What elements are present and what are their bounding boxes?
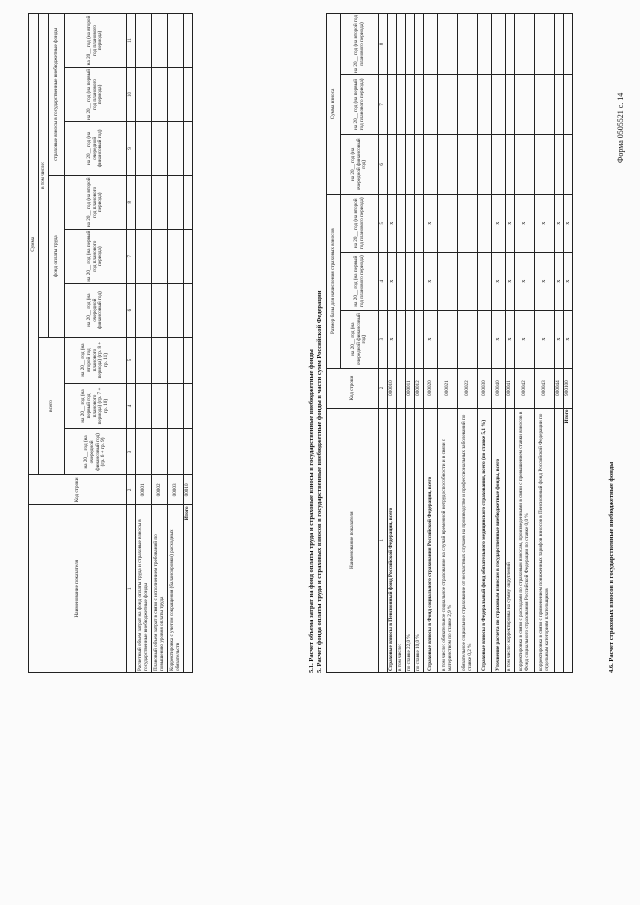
row-code: 00002 bbox=[152, 475, 168, 505]
sum-cell bbox=[438, 134, 458, 194]
header-wage-year-3: на 20__ год (на второй год планового периода) bbox=[65, 175, 127, 229]
total-value-cell bbox=[184, 121, 193, 175]
base-cell: x bbox=[492, 194, 506, 252]
value-cell bbox=[168, 429, 184, 475]
header-total-year-2: на 20__ год (на первый год планового периода) (гр. 7 + гр. 10) bbox=[65, 383, 127, 429]
base-cell: x bbox=[388, 194, 397, 252]
value-cell bbox=[136, 283, 152, 337]
row-label: в том числе: bbox=[397, 408, 406, 672]
value-cell bbox=[152, 229, 168, 283]
column-number-row bbox=[127, 14, 136, 673]
total-code: 900100 bbox=[564, 368, 573, 408]
base-cell bbox=[406, 310, 415, 368]
table-row bbox=[152, 14, 168, 673]
header-code: Код строки bbox=[29, 475, 127, 505]
row-code: 000020 bbox=[424, 368, 438, 408]
table-row bbox=[438, 14, 458, 673]
total-value-cell bbox=[184, 175, 193, 229]
row-label: Корректировка с учетом сокращения (балансировки) расходных обязательств bbox=[168, 505, 184, 673]
col-num: 8 bbox=[127, 175, 136, 229]
row-label bbox=[555, 408, 564, 672]
value-cell bbox=[136, 68, 152, 122]
value-cell bbox=[168, 175, 184, 229]
sum-cell bbox=[438, 74, 458, 134]
row-code: 000042 bbox=[515, 368, 535, 408]
base-cell bbox=[458, 194, 478, 252]
value-cell bbox=[168, 383, 184, 429]
total-base-cell: x bbox=[564, 194, 573, 252]
base-cell: x bbox=[555, 310, 564, 368]
value-cell bbox=[152, 429, 168, 475]
value-cell bbox=[136, 121, 152, 175]
header-ins-year-1: на 20__ год (на очередной финансовый год) bbox=[65, 121, 127, 175]
col-num: 4 bbox=[379, 252, 388, 310]
wage-fund-table bbox=[28, 13, 193, 673]
col-num: 5 bbox=[379, 194, 388, 252]
col-num: 3 bbox=[379, 310, 388, 368]
sum-cell bbox=[492, 134, 506, 194]
sum-cell bbox=[515, 134, 535, 194]
column-number-row bbox=[379, 14, 388, 673]
table-row bbox=[478, 14, 492, 673]
value-cell bbox=[152, 175, 168, 229]
base-cell bbox=[397, 252, 406, 310]
header-year-1: на 20__ год (на очередной финансовый год) bbox=[341, 310, 379, 368]
header-including: в том числе: bbox=[39, 14, 49, 338]
value-cell bbox=[136, 175, 152, 229]
sum-cell bbox=[406, 14, 415, 75]
sum-cell bbox=[458, 14, 478, 75]
base-cell bbox=[415, 194, 424, 252]
total-row bbox=[564, 14, 573, 673]
sum-cell bbox=[415, 14, 424, 75]
total-value-cell bbox=[184, 429, 193, 475]
sum-cell bbox=[406, 74, 415, 134]
header-sum-year-1: на 20__ год (на очередной финансовый год) bbox=[341, 134, 379, 194]
sum-cell bbox=[555, 134, 564, 194]
base-cell bbox=[438, 252, 458, 310]
value-cell bbox=[168, 68, 184, 122]
header-wage-year-2: на 20__ год (на первый год планового периода) bbox=[65, 229, 127, 283]
base-cell bbox=[438, 310, 458, 368]
row-code: 000010 bbox=[388, 368, 397, 408]
base-cell bbox=[458, 310, 478, 368]
row-code: 00003 bbox=[168, 475, 184, 505]
header-ins-year-2: на 20__ год (на первый год планового периода) bbox=[65, 68, 127, 122]
base-cell: x bbox=[506, 194, 515, 252]
value-cell bbox=[168, 283, 184, 337]
sum-cell bbox=[397, 14, 406, 75]
table-row bbox=[515, 14, 535, 673]
base-cell: x bbox=[515, 310, 535, 368]
sum-cell bbox=[478, 134, 492, 194]
sum-cell bbox=[406, 134, 415, 194]
sum-cell bbox=[424, 134, 438, 194]
base-cell bbox=[458, 252, 478, 310]
header-wage-fund: фонд оплаты труда bbox=[49, 175, 65, 337]
col-num: 3 bbox=[127, 429, 136, 475]
base-cell bbox=[478, 252, 492, 310]
header-total: всего bbox=[39, 337, 65, 475]
row-code: 00001 bbox=[136, 475, 152, 505]
base-cell: x bbox=[424, 194, 438, 252]
form-number: Форма 0505521 с. 14 bbox=[616, 92, 625, 163]
total-sum-cell bbox=[564, 134, 573, 194]
total-value-cell bbox=[184, 337, 193, 383]
value-cell bbox=[136, 229, 152, 283]
value-cell bbox=[168, 229, 184, 283]
col-num: 1 bbox=[127, 505, 136, 673]
row-code: 000021 bbox=[438, 368, 458, 408]
row-code: 000030 bbox=[478, 368, 492, 408]
value-cell bbox=[152, 68, 168, 122]
base-cell: x bbox=[388, 310, 397, 368]
sum-cell bbox=[478, 74, 492, 134]
base-cell: x bbox=[424, 310, 438, 368]
sum-cell bbox=[388, 74, 397, 134]
total-row bbox=[184, 14, 193, 673]
sum-cell bbox=[424, 74, 438, 134]
base-cell: x bbox=[506, 252, 515, 310]
table-row bbox=[555, 14, 564, 673]
row-code: 000041 bbox=[506, 368, 515, 408]
base-cell: x bbox=[515, 252, 535, 310]
base-cell bbox=[397, 194, 406, 252]
section-5-1-title: 5.1. Расчет объема затрат на фонд оплаты труда и страховые взносы в государственные внебюджетные фонды bbox=[308, 349, 315, 673]
value-cell bbox=[168, 121, 184, 175]
header-indicator: Наименование показателя bbox=[29, 505, 127, 673]
base-cell: x bbox=[492, 310, 506, 368]
sum-cell bbox=[388, 134, 397, 194]
row-code: 000043 bbox=[535, 368, 555, 408]
row-label: Страховые взносы в Пенсионный фонд Российской Федерации, всего bbox=[388, 408, 397, 672]
sum-cell bbox=[415, 134, 424, 194]
value-cell bbox=[152, 121, 168, 175]
base-cell: x bbox=[492, 252, 506, 310]
total-base-cell: x bbox=[564, 252, 573, 310]
base-cell bbox=[406, 194, 415, 252]
table-row bbox=[506, 14, 515, 673]
base-cell bbox=[397, 310, 406, 368]
header-sum: Сумма взноса bbox=[327, 14, 341, 195]
sum-cell bbox=[415, 74, 424, 134]
col-num: 10 bbox=[127, 68, 136, 122]
total-code: 00010 bbox=[184, 475, 193, 505]
row-label: Страховые взносы в Фонд социального страхования Российской Федерации, всего bbox=[424, 408, 438, 672]
total-label: Итого bbox=[184, 505, 193, 673]
table-row bbox=[168, 14, 184, 673]
row-label: в том числе: корректировка на сумму округлений bbox=[506, 408, 515, 672]
section-5-title: 5. Расчет фонда оплаты труда и страховых взносов в государственные внебюджетные фонды в части сумм Российской Федерации bbox=[316, 290, 323, 673]
sum-cell bbox=[506, 134, 515, 194]
header-ins-year-3: на 20__ год (на второй год планового периода) bbox=[65, 14, 127, 68]
row-label: Страховые взносы в Федеральный фонд обязательного медицинского страхования, всего (по ставке 5,1 %) bbox=[478, 408, 492, 672]
base-cell: x bbox=[506, 310, 515, 368]
row-label: Уточнение расчета по страховым взносам в государственные внебюджетные фонды, всего bbox=[492, 408, 506, 672]
total-label: Итого bbox=[564, 408, 573, 672]
total-value-cell bbox=[184, 14, 193, 68]
header-year-2: на 20__ год (на первый год планового периода) bbox=[341, 252, 379, 310]
base-cell: x bbox=[535, 310, 555, 368]
row-label: обязательное социальное страхование от несчастных случаев на производстве и профессиональных заболеваний по ставке 0,2 % bbox=[458, 408, 478, 672]
total-value-cell bbox=[184, 383, 193, 429]
header-total-year-3: на 20__ год (на второй год планового периода) (гр. 8 + гр. 11) bbox=[65, 337, 127, 383]
header-indicator: Наименование показателя bbox=[327, 408, 379, 672]
row-code: 000012 bbox=[415, 368, 424, 408]
table-row bbox=[397, 14, 406, 673]
row-code: 000040 bbox=[492, 368, 506, 408]
col-num: 7 bbox=[379, 74, 388, 134]
table-row bbox=[406, 14, 415, 673]
row-label: корректировка в связи с применением пониженных тарифов взносов в Пенсионный фонд Российской Федерации по отдельным категориям плательщиков bbox=[535, 408, 555, 672]
total-sum-cell bbox=[564, 74, 573, 134]
header-total-year-1: на 20__ год (на очередной финансовый год) (гр. 6 + гр. 9) bbox=[65, 429, 127, 475]
insurance-calculation-table bbox=[326, 13, 573, 673]
header-sum: Сумма bbox=[29, 14, 39, 475]
col-num: 8 bbox=[379, 14, 388, 75]
total-value-cell bbox=[184, 229, 193, 283]
value-cell bbox=[152, 383, 168, 429]
header-insurance: страховые взносы в государственные внебюджетные фонды bbox=[49, 14, 65, 176]
sum-cell bbox=[458, 74, 478, 134]
value-cell bbox=[136, 429, 152, 475]
col-num: 5 bbox=[127, 337, 136, 383]
value-cell bbox=[136, 337, 152, 383]
col-num: 6 bbox=[379, 134, 388, 194]
row-label: по ставке 22,0 % bbox=[406, 408, 415, 672]
header-year-3: на 20__ год (на второй год планового периода) bbox=[341, 194, 379, 252]
row-label: в том числе: обязательное социальное страхование на случай временной нетрудоспособности и в связи с материнством по ставке 2,9 % bbox=[438, 408, 458, 672]
sum-cell bbox=[424, 14, 438, 75]
row-code: 000022 bbox=[458, 368, 478, 408]
col-num: 4 bbox=[127, 383, 136, 429]
row-label: корректировка в связи с расходами по страховым взносам, произведенными в связи с превышением ставки взносов в Фонд социального страхования Российской Федерации по ставке 0,0 % bbox=[515, 408, 535, 672]
base-cell: x bbox=[424, 252, 438, 310]
sum-cell bbox=[397, 134, 406, 194]
row-code: 000044 bbox=[555, 368, 564, 408]
base-cell: x bbox=[515, 194, 535, 252]
sum-cell bbox=[515, 74, 535, 134]
base-cell bbox=[478, 194, 492, 252]
table-row bbox=[415, 14, 424, 673]
sum-cell bbox=[478, 14, 492, 75]
table-row bbox=[458, 14, 478, 673]
row-label: Расчетный объем затрат на фонд оплаты труда и страховые взносы в государственные внебюджетные фонды bbox=[136, 505, 152, 673]
value-cell bbox=[152, 283, 168, 337]
sum-cell bbox=[492, 14, 506, 75]
base-cell: x bbox=[388, 252, 397, 310]
base-cell bbox=[406, 252, 415, 310]
base-cell bbox=[478, 310, 492, 368]
sum-cell bbox=[535, 134, 555, 194]
value-cell bbox=[136, 14, 152, 68]
sum-cell bbox=[555, 14, 564, 75]
table-row bbox=[424, 14, 438, 673]
header-wage-year-1: на 20__ год (на очередной финансовый год) bbox=[65, 283, 127, 337]
value-cell bbox=[168, 337, 184, 383]
sum-cell bbox=[506, 14, 515, 75]
sum-cell bbox=[535, 14, 555, 75]
row-code: 000011 bbox=[406, 368, 415, 408]
base-cell bbox=[415, 310, 424, 368]
base-cell: x bbox=[535, 252, 555, 310]
sum-cell bbox=[515, 14, 535, 75]
total-value-cell bbox=[184, 283, 193, 337]
value-cell bbox=[136, 383, 152, 429]
sum-cell bbox=[506, 74, 515, 134]
header-code: Код строки bbox=[327, 368, 379, 408]
base-cell bbox=[415, 252, 424, 310]
sum-cell bbox=[438, 14, 458, 75]
sum-cell bbox=[535, 74, 555, 134]
table-row bbox=[492, 14, 506, 673]
base-cell: x bbox=[555, 194, 564, 252]
sum-cell bbox=[458, 134, 478, 194]
sum-cell bbox=[492, 74, 506, 134]
col-num: 11 bbox=[127, 14, 136, 68]
col-num: 2 bbox=[379, 368, 388, 408]
total-value-cell bbox=[184, 68, 193, 122]
value-cell bbox=[152, 14, 168, 68]
col-num: 1 bbox=[379, 408, 388, 672]
row-label: по ставке 10,0 % bbox=[415, 408, 424, 672]
sum-cell bbox=[397, 74, 406, 134]
base-cell: x bbox=[555, 252, 564, 310]
col-num: 7 bbox=[127, 229, 136, 283]
row-label: Плановый объем затрат в связи с исполнением требований по повышению уровня оплаты труда bbox=[152, 505, 168, 673]
header-sum-year-3: на 20__ год (на второй год планового периода) bbox=[341, 14, 379, 75]
section-4-6-title: 4.6. Расчет страховых взносов в государственные внебюджетные фонды bbox=[608, 461, 615, 673]
header-base: Размер базы для начисления страховых взносов bbox=[327, 194, 341, 368]
table-row bbox=[136, 14, 152, 673]
base-cell: x bbox=[535, 194, 555, 252]
total-base-cell: x bbox=[564, 310, 573, 368]
value-cell bbox=[152, 337, 168, 383]
sum-cell bbox=[555, 74, 564, 134]
base-cell bbox=[438, 194, 458, 252]
total-sum-cell bbox=[564, 14, 573, 75]
value-cell bbox=[168, 14, 184, 68]
row-code bbox=[397, 368, 406, 408]
col-num: 2 bbox=[127, 475, 136, 505]
col-num: 9 bbox=[127, 121, 136, 175]
table-row bbox=[535, 14, 555, 673]
header-sum-year-2: на 20__ год (на первый год планового периода) bbox=[341, 74, 379, 134]
sum-cell bbox=[388, 14, 397, 75]
col-num: 6 bbox=[127, 283, 136, 337]
table-row bbox=[388, 14, 397, 673]
